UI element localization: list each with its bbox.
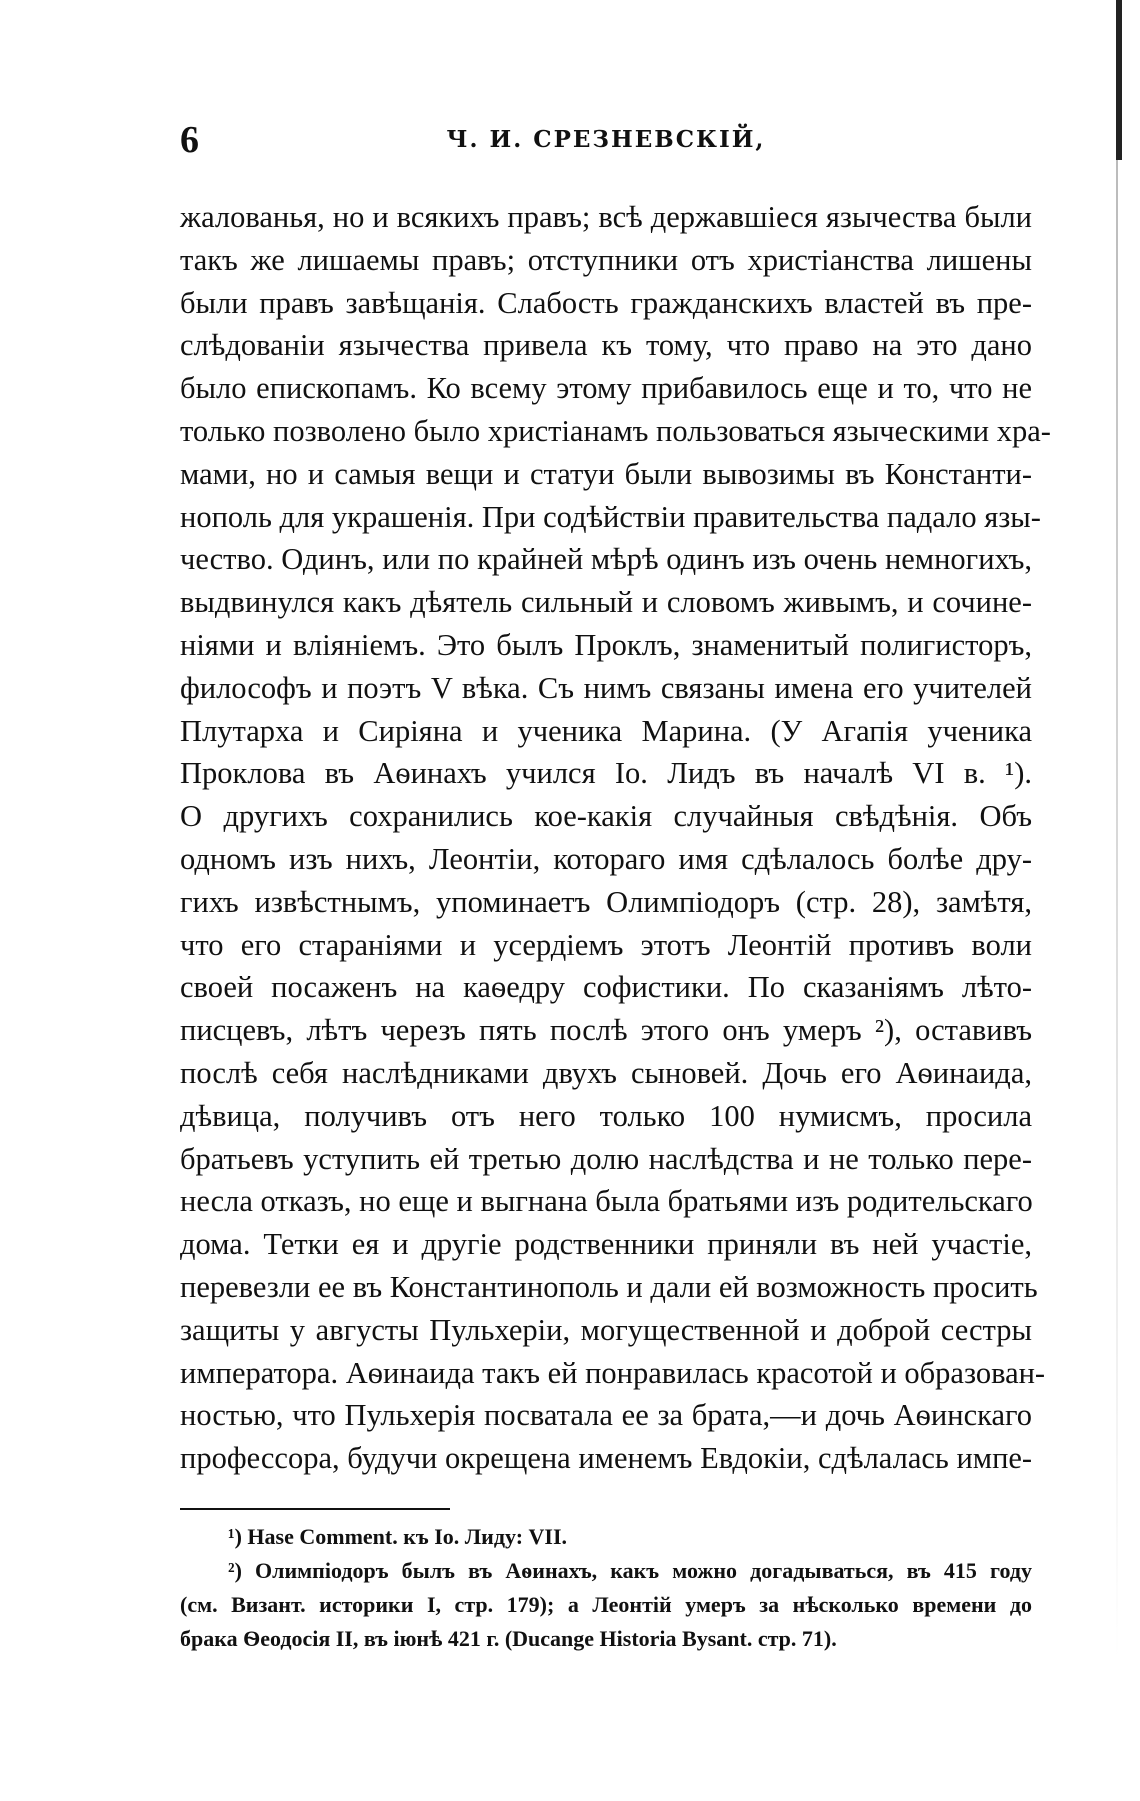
text-line: слѣдованіи язычества привела къ тому, что право на это дано	[180, 328, 1032, 363]
text-line: ностью, что Пульхерія посватала ее за брата,—и дочь Аѳинскаго	[180, 1398, 1032, 1433]
text-line: О другихъ сохранились кое-какія случайныя свѣдѣнія. Объ	[180, 799, 1032, 834]
book-page	[180, 118, 1051, 1656]
text-line: своей посаженъ на каѳедру софистики. По сказаніямъ лѣто-	[180, 970, 1032, 1005]
running-title: Ч. И. СРЕЗНЕВСКІЙ,	[446, 126, 766, 153]
footnote-line: ²) Олимпіодоръ былъ въ Аѳинахъ, какъ можно догадываться, въ 415 году	[228, 1557, 1032, 1583]
page-edge-shadow	[1116, 0, 1122, 160]
text-line: перевезли ее въ Константинополь и дали ей возможность просить	[180, 1269, 1038, 1304]
text-line: братьевъ уступить ей третью долю наслѣдства и не только пере-	[180, 1141, 1032, 1176]
text-line: что его стараніями и усердіемъ этотъ Леонтій противъ воли	[180, 927, 1032, 962]
text-line: жалованья, но и всякихъ правъ; всѣ державшіеся язычества были	[180, 200, 1032, 234]
text-line: чество. Одинъ, или по крайней мѣрѣ одинъ изъ очень немногихъ,	[180, 542, 1032, 577]
text-line: такъ же лишаемы правъ; отступники отъ христіанства лишены	[180, 242, 1032, 277]
text-line: профессора, будучи окрещена именемъ Евдокіи, сдѣлалась импе-	[180, 1441, 1033, 1476]
footnote-line: (см. Визант. историки I, стр. 179); а Леонтій умеръ за нѣсколько времени до	[180, 1591, 1032, 1617]
text-line: ніями и вліяніемъ. Это былъ Проклъ, знаменитый полигисторъ,	[180, 627, 1032, 662]
text-line: гихъ извѣстнымъ, упоминаетъ Олимпіодоръ (стр. 28), замѣтя,	[180, 884, 1032, 919]
page-number: 6	[180, 119, 199, 161]
running-head	[180, 118, 1032, 168]
text-line: несла отказъ, но еще и выгнана была братьями изъ родительскаго	[180, 1184, 1033, 1219]
text-line: только позволено было христіанамъ пользоваться языческими хра-	[180, 413, 1051, 448]
text-line: писцевъ, лѣтъ черезъ пять послѣ этого онъ умеръ ²), оставивъ	[180, 1013, 1032, 1048]
text-line: нополь для украшенія. При содѣйствіи правительства падало язы-	[180, 499, 1041, 534]
text-line: мами, но и самыя вещи и статуи были вывозимы въ Константи-	[180, 456, 1032, 491]
page-edge-line	[1116, 160, 1118, 1660]
text-line: Проклова въ Аѳинахъ учился Іо. Лидъ въ началѣ VI в. ¹).	[180, 756, 1032, 791]
text-line: одномъ изъ нихъ, Леонтіи, котораго имя сдѣлалось болѣе дру-	[180, 841, 1032, 876]
main-text	[180, 196, 1051, 1480]
text-line: были правъ завѣщанія. Слабость гражданскихъ властей въ пре-	[180, 285, 1032, 320]
text-line: императора. Аѳинаида такъ ей понравилась красотой и образован-	[180, 1355, 1046, 1390]
text-line: Плутарха и Сиріяна и ученика Марина. (У Агапія ученика	[180, 713, 1032, 748]
footnotes	[180, 1520, 1032, 1656]
footnote-line: брака Ѳеодосія II, въ іюнѣ 421 г. (Ducange Historia Bysant. стр. 71).	[180, 1625, 837, 1651]
text-line: было епископамъ. Ко всему этому прибавилось еще и то, что не	[180, 371, 1032, 406]
text-line: дѣвица, получивъ отъ него только 100 нумисмъ, просила	[180, 1098, 1032, 1133]
text-line: защиты у августы Пульхеріи, могущественной и доброй сестры	[180, 1312, 1032, 1347]
text-line: послѣ себя наслѣдниками двухъ сыновей. Дочь его Аѳинаида,	[180, 1055, 1032, 1090]
footnote-rule	[180, 1508, 450, 1510]
text-line: выдвинулся какъ дѣятель сильный и словомъ живымъ, и сочине-	[180, 585, 1032, 620]
text-line: философъ и поэтъ V вѣка. Съ нимъ связаны имена его учителей	[180, 670, 1032, 705]
text-line: дома. Тетки ея и другіе родственники приняли въ ней участіе,	[180, 1227, 1032, 1262]
footnote-line: ¹) Hase Comment. къ Іо. Лиду: VII.	[228, 1523, 568, 1549]
